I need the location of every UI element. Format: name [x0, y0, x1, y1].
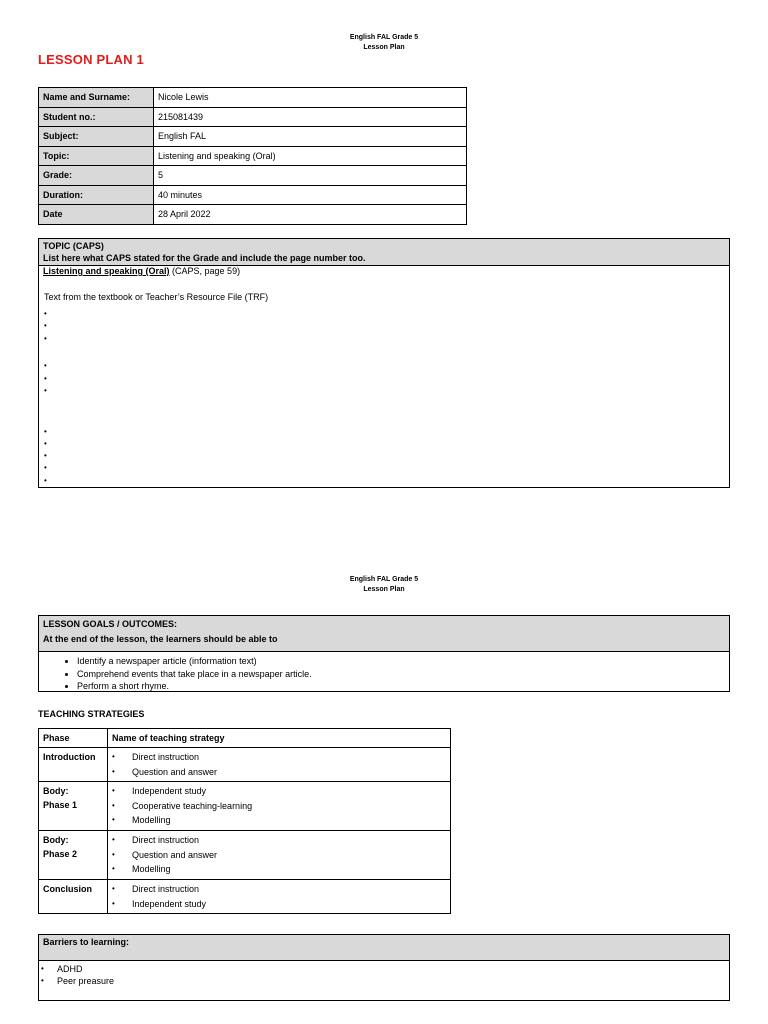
strategy-cell	[108, 880, 451, 914]
list-item	[112, 813, 446, 828]
info-label: Duration:	[39, 185, 154, 205]
lesson-goals-header	[39, 616, 729, 652]
lesson-goals-subheading: At the end of the lesson, the learners should be able to	[43, 634, 278, 644]
strategy-label: Cooperative teaching-learning	[132, 800, 253, 811]
strategy-label: Modelling	[132, 815, 171, 825]
info-row	[39, 146, 467, 166]
list-item	[112, 882, 446, 897]
lesson-goals-list	[39, 655, 729, 693]
page-header	[334, 33, 434, 53]
list-item	[112, 848, 446, 863]
info-row	[39, 166, 467, 186]
empty-bullet: •	[44, 309, 47, 318]
page-header	[334, 575, 434, 595]
column-header-phase: Phase	[39, 729, 108, 748]
list-item	[112, 833, 446, 848]
empty-bullet: •	[44, 476, 47, 485]
phase-label: Body:	[43, 835, 69, 845]
info-row	[39, 205, 467, 225]
strategy-label: Independent study	[132, 786, 207, 796]
header-course: English FAL Grade 5	[349, 34, 419, 41]
empty-bullet: •	[44, 427, 47, 436]
list-item	[112, 765, 446, 780]
info-value: English FAL	[154, 127, 467, 147]
lesson-plan-title: LESSON PLAN 1	[38, 52, 144, 67]
bullet: •	[112, 835, 115, 844]
bullet: •	[41, 976, 44, 985]
topic-caps-header	[39, 239, 729, 266]
phase-cell	[39, 880, 108, 914]
bullet: •	[41, 964, 44, 973]
strategy-label: Question and answer	[132, 766, 218, 777]
strategy-label: Direct instruction	[132, 884, 200, 894]
lesson-goals-heading: LESSON GOALS / OUTCOMES:	[43, 619, 178, 629]
topic-caps-line	[43, 266, 725, 277]
empty-bullet: •	[44, 439, 47, 448]
strategy-label: Modelling	[132, 864, 171, 874]
teaching-strategies-table	[38, 728, 451, 914]
phase-label: Introduction	[43, 752, 96, 762]
list-item: • Perform a short rhyme.	[77, 680, 729, 693]
phase-cell	[39, 782, 108, 831]
empty-bullet: •	[44, 463, 47, 472]
phase-cell	[39, 831, 108, 880]
table-row	[39, 782, 451, 831]
info-row	[39, 185, 467, 205]
barrier-label: Peer preasure	[57, 976, 115, 986]
empty-bullet: •	[44, 374, 47, 383]
phase-label: Body:	[43, 786, 69, 796]
info-value: 5	[154, 166, 467, 186]
phase-cell	[39, 748, 108, 782]
empty-bullet: •	[44, 321, 47, 330]
list-item	[112, 799, 446, 814]
empty-bullet: •	[44, 451, 47, 460]
topic-caps-instruction: List here what CAPS stated for the Grade and include the page number too.	[43, 253, 366, 263]
phase-sublabel: Phase 1	[43, 800, 78, 810]
bullet: •	[112, 752, 115, 761]
info-label: Grade:	[39, 166, 154, 186]
header-course: English FAL Grade 5	[349, 576, 419, 583]
list-item	[112, 784, 446, 799]
info-value: Listening and speaking (Oral)	[154, 146, 467, 166]
topic-caps-link: Listening and speaking (Oral)	[43, 266, 170, 276]
info-label: Subject:	[39, 127, 154, 147]
strategy-label: Direct instruction	[132, 835, 200, 845]
list-item	[39, 975, 729, 987]
bullet: •	[112, 849, 115, 859]
bullet: •	[112, 898, 115, 908]
info-value: 215081439	[154, 107, 467, 127]
lesson-goals-box	[38, 615, 730, 692]
list-item	[112, 750, 446, 765]
info-row	[39, 88, 467, 108]
column-header-strategy: Name of teaching strategy	[108, 729, 451, 748]
phase-sublabel: Phase 2	[43, 849, 78, 859]
info-label: Topic:	[39, 146, 154, 166]
barrier-label: ADHD	[57, 964, 83, 974]
topic-caps-heading: TOPIC (CAPS)	[43, 241, 104, 251]
strategy-cell	[108, 782, 451, 831]
bullet: •	[112, 786, 115, 795]
table-row	[39, 880, 451, 914]
info-value: 40 minutes	[154, 185, 467, 205]
phase-label: Conclusion	[43, 884, 92, 894]
topic-caps-page-ref: (CAPS, page 59)	[169, 266, 241, 276]
empty-bullet: •	[44, 386, 47, 395]
barriers-list	[39, 961, 729, 987]
header-doc-type: Lesson Plan	[363, 44, 405, 51]
topic-caps-body	[39, 266, 729, 486]
empty-bullet: •	[44, 334, 47, 343]
table-row	[39, 748, 451, 782]
info-row	[39, 107, 467, 127]
info-label: Name and Surname:	[39, 88, 154, 108]
barriers-header: Barriers to learning:	[39, 935, 729, 961]
topic-caps-box	[38, 238, 730, 488]
table-header-row	[39, 729, 451, 748]
list-item	[112, 862, 446, 877]
bullet: •	[112, 864, 115, 873]
barriers-box	[38, 934, 730, 1001]
header-doc-type: Lesson Plan	[363, 586, 405, 593]
strategy-cell	[108, 748, 451, 782]
info-value: Nicole Lewis	[154, 88, 467, 108]
info-label: Student no.:	[39, 107, 154, 127]
bullet: •	[112, 800, 115, 810]
info-value: 28 April 2022	[154, 205, 467, 225]
strategy-label: Question and answer	[132, 849, 218, 860]
list-item: • Identify a newspaper article (information text)	[77, 655, 729, 668]
list-item	[39, 963, 729, 975]
list-item: • Comprehend events that take place in a newspaper article.	[77, 668, 729, 681]
info-label: Date	[39, 205, 154, 225]
info-row	[39, 127, 467, 147]
bullet: •	[112, 884, 115, 893]
student-info-table	[38, 87, 467, 225]
text-source-note: Text from the textbook or Teacher’s Resource File (TRF)	[44, 292, 269, 302]
bullet: •	[112, 766, 115, 776]
teaching-strategies-label: TEACHING STRATEGIES	[38, 709, 145, 719]
list-item	[112, 897, 446, 912]
strategy-cell	[108, 831, 451, 880]
bullet: •	[112, 815, 115, 824]
strategy-label: Direct instruction	[132, 752, 200, 762]
strategy-label: Independent study	[132, 898, 207, 909]
empty-bullet: •	[44, 361, 47, 370]
table-row	[39, 831, 451, 880]
